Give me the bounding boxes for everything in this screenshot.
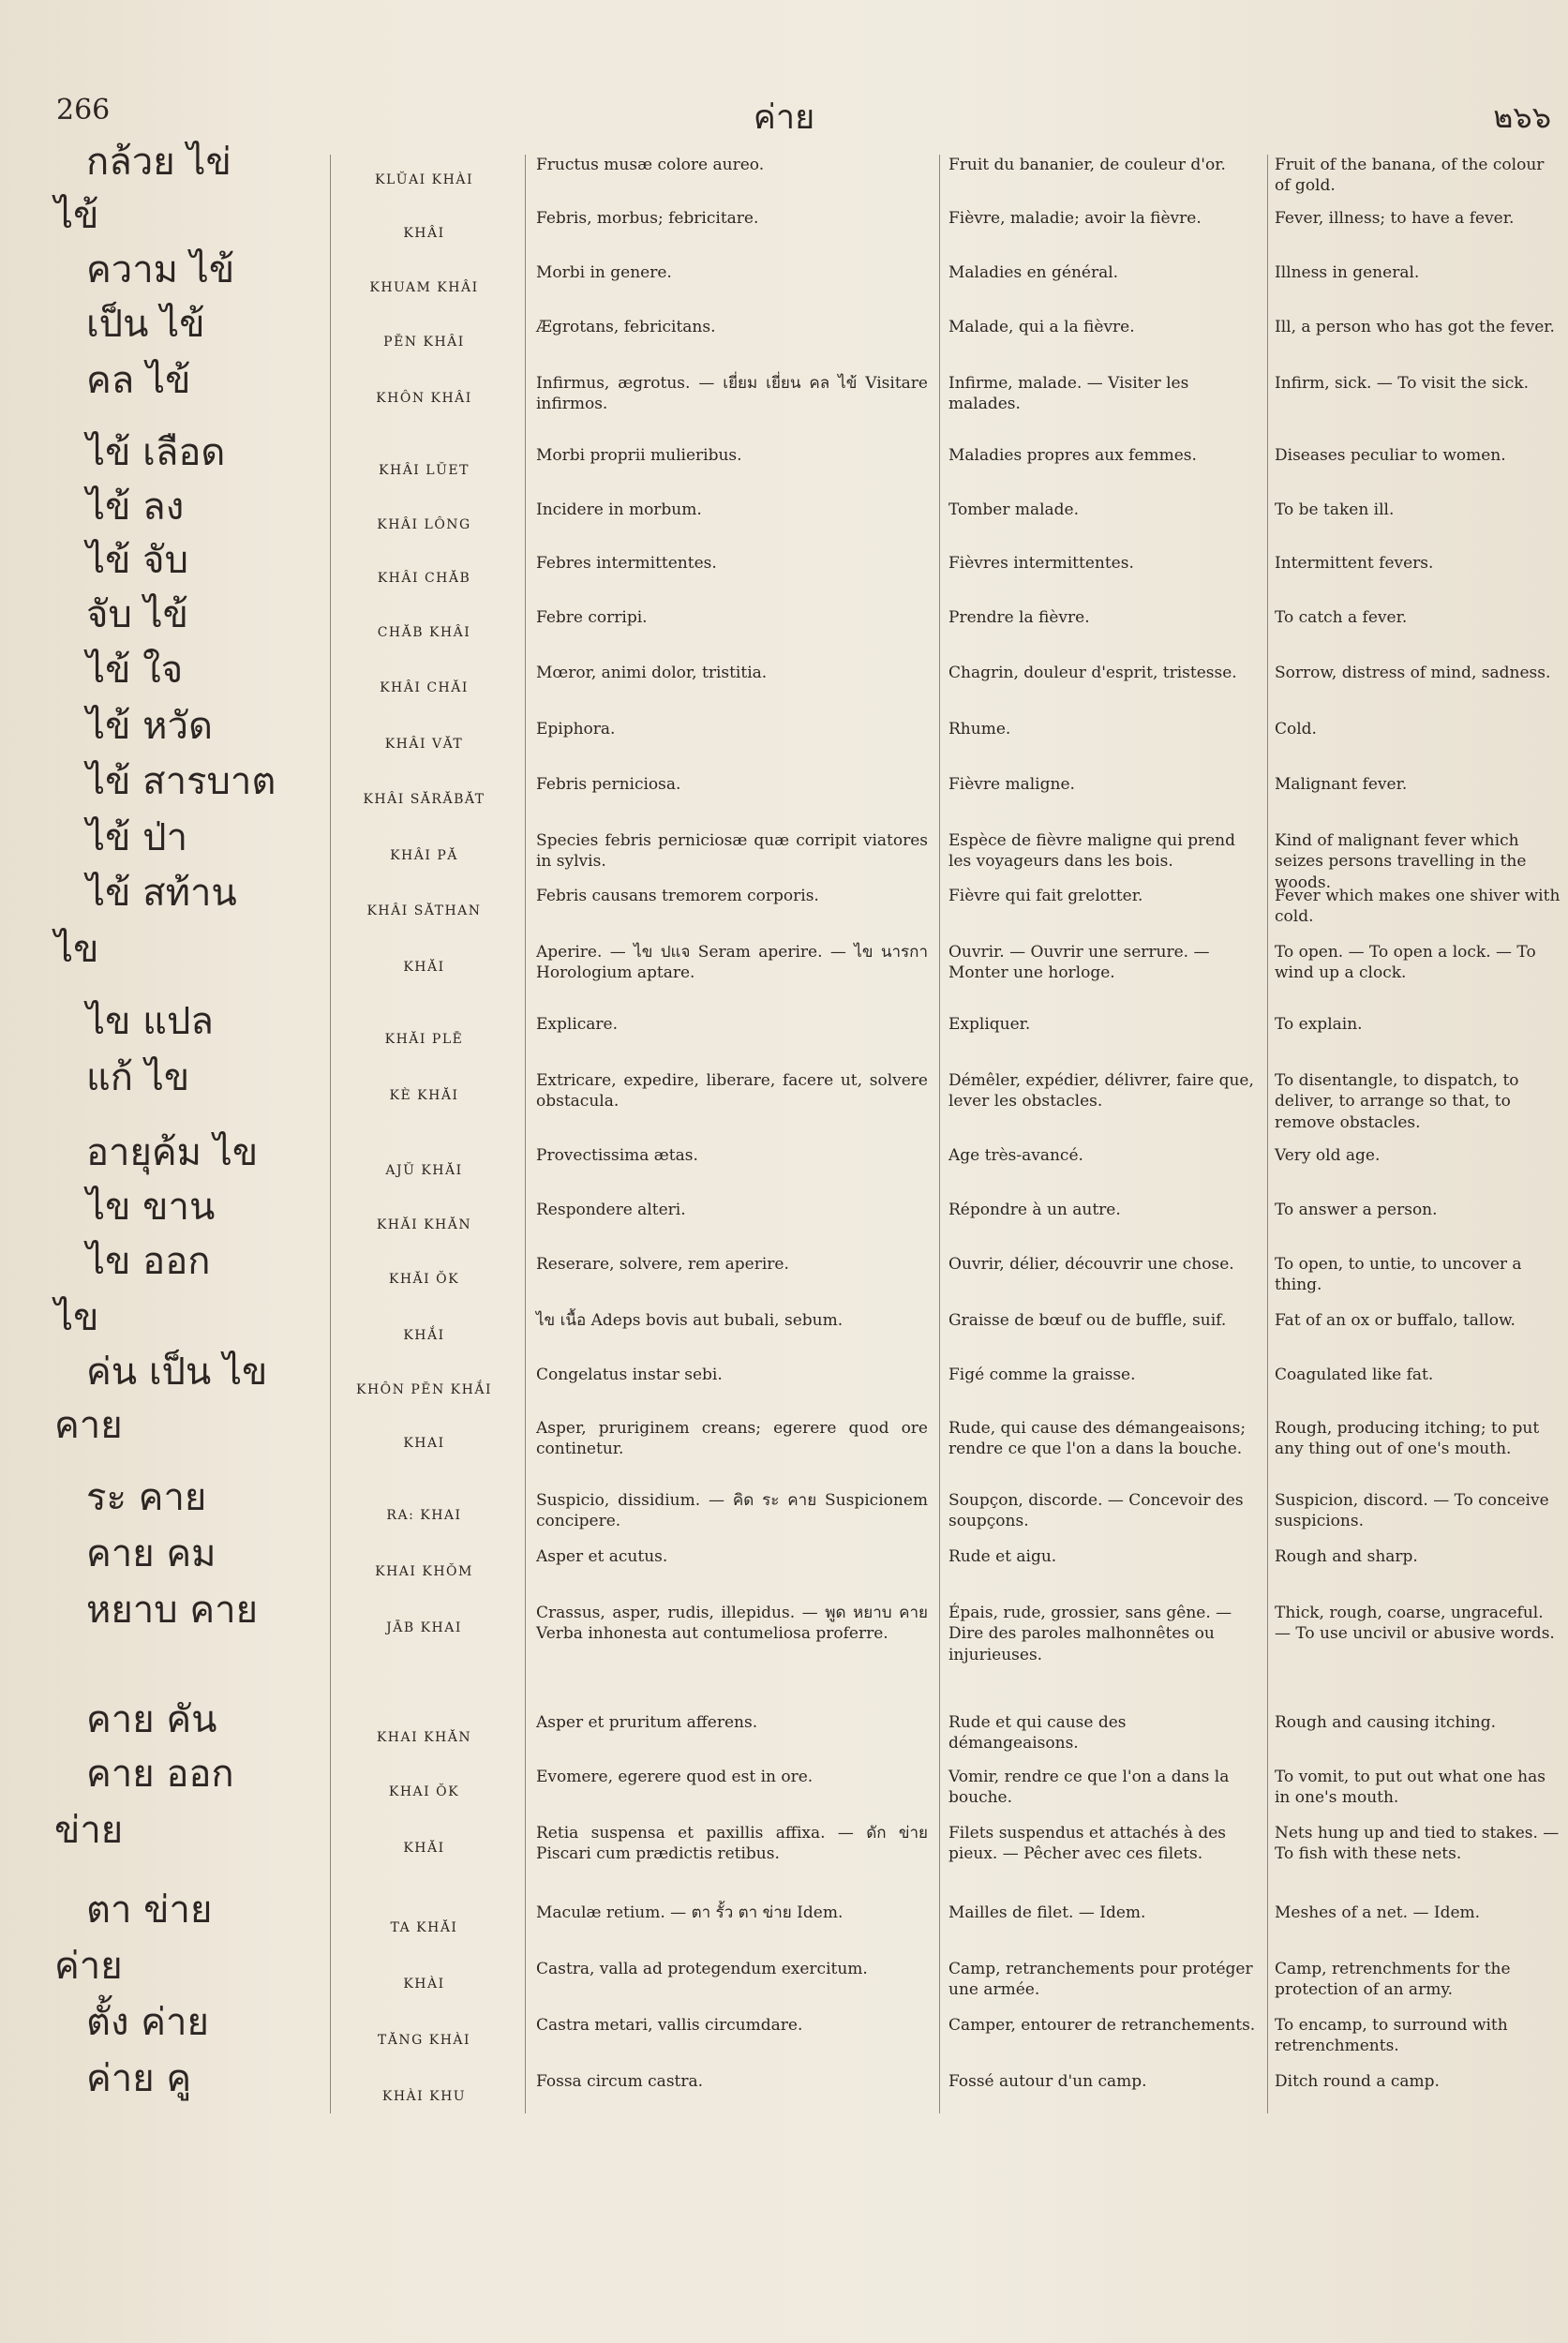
entry-thai-headword: ไข้ สท้าน [86, 872, 237, 915]
entry-romanization: KHÀI KHU [381, 2089, 467, 2104]
entry-english: To vomit, to put out what one has in one's mouth. [1275, 1768, 1546, 1808]
entry-thai-headword: อายุค้ม ไข [86, 1131, 259, 1174]
entry-thai-headword: ไข ขาน [86, 1186, 216, 1229]
entry-romanization: KHĂI KHĂN [376, 1217, 472, 1232]
entry-romanization: AJŬ KHĂI [385, 1163, 463, 1178]
entry-romanization: PĔN KHÂI [383, 335, 465, 350]
entry-english: To encamp, to surround with retrenchments. [1275, 2016, 1508, 2056]
entry-latin: Congelatus instar sebi. [536, 1366, 723, 1384]
entry-thai-headword: ไข [54, 928, 99, 971]
entry-romanization: KHÂI CHĂB [377, 571, 471, 586]
entry-english: Coagulated like fat. [1275, 1366, 1434, 1384]
entry-thai-headword: ไข้ [54, 194, 99, 237]
entry-romanization: KHAI KHŎM [375, 1564, 473, 1579]
entry-english: To disentangle, to dispatch, to deliver, to arrange so that, to remove obstacles. [1275, 1071, 1519, 1132]
entry-romanization: KHAI KHĂN [376, 1730, 472, 1745]
entry-romanization: KHAI ŎK [388, 1784, 460, 1799]
entry-french: Prendre la fièvre. [948, 608, 1090, 627]
entry-romanization: KHÔN PĔN KHẮI [356, 1382, 492, 1397]
entry-english: Meshes of a net. — Idem. [1275, 1903, 1481, 1922]
entry-latin: Febris, morbus; febricitare. [536, 209, 759, 228]
entry-romanization: TA KHĂI [390, 1920, 458, 1935]
entry-thai-headword: กล้วย ไข่ [86, 141, 231, 184]
entry-english: Suspicion, discord. — To conceive suspicions. [1275, 1491, 1549, 1531]
entry-latin: Crassus, asper, rudis, illepidus. — พูด หยาบ คาย Verba inhonesta aut contumeliosa proferre. [536, 1604, 928, 1644]
entry-latin: Explicare. [536, 1015, 619, 1034]
entry-french: Mailles de filet. — Idem. [948, 1903, 1146, 1922]
entry-french: Fruit du bananier, de couleur d'or. [948, 156, 1226, 174]
entry-romanization: KLŬAI KHÀI [375, 172, 473, 187]
entry-french: Espèce de fièvre maligne qui prend les voyageurs dans les bois. [948, 831, 1235, 872]
entry-romanization: TĂNG KHÀI [377, 2033, 471, 2048]
entry-latin: Febres intermittentes. [536, 554, 717, 573]
entry-thai-headword: คล ไข้ [86, 359, 191, 402]
entry-french: Démêler, expédier, délivrer, faire que, lever les obstacles. [948, 1071, 1254, 1112]
entry-latin: Fossa circum castra. [536, 2072, 704, 2091]
entry-thai-headword: ไข้ สารบาต [86, 760, 276, 803]
entry-romanization: KÈ KHĂI [389, 1088, 459, 1103]
entry-english: Rough and sharp. [1275, 1547, 1418, 1566]
entry-latin: Mœror, animi dolor, tristitia. [536, 664, 768, 682]
entry-latin: Epiphora. [536, 720, 616, 739]
entry-romanization: KHÂI PĂ [390, 848, 458, 863]
entry-latin: Maculæ retium. — ตา รั้ว ตา ข่าย Idem. [536, 1903, 844, 1922]
entry-english: Kind of malignant fever which seizes persons travelling in the woods. [1275, 831, 1527, 892]
entry-french: Malade, qui a la fièvre. [948, 318, 1135, 336]
entry-romanization: KHĂI PLĒ [384, 1032, 464, 1047]
entry-english: Fever, illness; to have a fever. [1275, 209, 1515, 228]
entry-french: Tomber malade. [948, 500, 1080, 519]
entry-english: Rough and causing itching. [1275, 1713, 1496, 1732]
entry-french: Fièvres intermittentes. [948, 554, 1134, 573]
entry-latin: Suspicio, dissidium. — คิด ระ คาย Suspicionem concipere. [536, 1491, 928, 1531]
entry-french: Rude, qui cause des démangeaisons; rendre ce que l'on a dans la bouche. [948, 1419, 1247, 1459]
entry-romanization: CHĂB KHÂI [377, 625, 471, 640]
entry-latin: Incidere in morbum. [536, 500, 702, 519]
entry-romanization: KHÀI [403, 1977, 445, 1992]
entry-french: Fièvre qui fait grelotter. [948, 887, 1143, 905]
entry-latin: Retia suspensa et paxillis affixa. — ดัก ข่าย Piscari cum prædictis retibus. [536, 1824, 928, 1864]
entry-english: Intermittent fevers. [1275, 554, 1434, 573]
entry-thai-headword: ตั้ง ค่าย [86, 2001, 209, 2044]
entry-latin: Morbi proprii mulieribus. [536, 446, 742, 465]
page-number: 266 [56, 94, 111, 127]
entry-english: Infirm, sick. — To visit the sick. [1275, 374, 1529, 393]
entry-french: Maladies propres aux femmes. [948, 446, 1197, 465]
entry-french: Camper, entourer de retranchements. [948, 2016, 1256, 2035]
entry-thai-headword: ไข้ เลือด [86, 431, 226, 474]
entry-romanization: KHÂI LÔNG [377, 517, 471, 532]
entry-latin: Evomere, egerere quod est in ore. [536, 1768, 814, 1786]
entry-thai-headword: ไข้ ป่า [86, 816, 188, 859]
entry-english: Camp, retrenchments for the protection of an army. [1275, 1960, 1511, 2000]
entry-romanization: KHĂI [403, 1841, 445, 1856]
entry-romanization: JĀB KHAI [386, 1620, 462, 1635]
entry-romanization: KHAI [403, 1436, 445, 1451]
entry-french: Vomir, rendre ce que l'on a dans la bouche. [948, 1768, 1230, 1808]
entry-latin: Infirmus, ægrotus. — เยี่ยม เยี่ยน คล ไข้ Visitare infirmos. [536, 374, 928, 414]
entry-french: Fièvre, maladie; avoir la fièvre. [948, 209, 1202, 228]
entry-english: To explain. [1275, 1015, 1363, 1034]
entry-latin: Respondere alteri. [536, 1201, 686, 1219]
entry-latin: Ægrotans, febricitans. [536, 318, 716, 336]
entry-latin: ไข เนื้อ Adeps bovis aut bubali, sebum. [536, 1311, 844, 1330]
entry-latin: Species febris perniciosæ quæ corripit viatores in sylvis. [536, 831, 928, 872]
entry-french: Répondre à un autre. [948, 1201, 1121, 1219]
entry-french: Expliquer. [948, 1015, 1031, 1034]
entry-romanization: KHÂI VĂT [384, 737, 464, 752]
entry-english: Ditch round a camp. [1275, 2072, 1440, 2091]
entry-romanization: KHÂI CHĂI [380, 680, 469, 695]
entry-english: Sorrow, distress of mind, sadness. [1275, 664, 1551, 682]
entry-romanization: KHÂI SĂRĂBĂT [363, 792, 485, 807]
entry-french: Fossé autour d'un camp. [948, 2072, 1147, 2091]
entry-romanization: KHÂI LŬET [379, 463, 470, 478]
entry-french: Age très-avancé. [948, 1146, 1083, 1165]
entry-thai-headword: ไข้ ลง [86, 485, 185, 529]
entry-thai-headword: ระ คาย [86, 1476, 207, 1519]
thai-page-number: ๒๖๖ [1493, 99, 1551, 135]
entry-english: Ill, a person who has got the fever. [1275, 318, 1555, 336]
entry-english: Diseases peculiar to women. [1275, 446, 1506, 465]
entry-english: Malignant fever. [1275, 775, 1408, 794]
running-title: ค่าย [753, 98, 815, 137]
entry-thai-headword: เป็น ไข้ [86, 303, 205, 346]
entry-romanization: KHẮI [403, 1328, 445, 1343]
entry-thai-headword: ค่าย คู [86, 2057, 192, 2100]
entry-english: To catch a fever. [1275, 608, 1408, 627]
entry-thai-headword: ไข ออก [86, 1240, 211, 1283]
entry-french: Fièvre maligne. [948, 775, 1075, 794]
entry-thai-headword: คาย [54, 1404, 123, 1447]
entry-french: Figé comme la graisse. [948, 1366, 1136, 1384]
entry-thai-headword: ความ ไข้ [86, 248, 235, 291]
entry-french: Rude et qui cause des démangeaisons. [948, 1713, 1127, 1754]
entry-latin: Febris causans tremorem corporis. [536, 887, 819, 905]
entry-french: Maladies en général. [948, 263, 1119, 282]
entry-english: To open. — To open a lock. — To wind up a clock. [1275, 943, 1536, 983]
entry-english: Fruit of the banana, of the colour of gold. [1275, 156, 1545, 196]
entry-french: Infirme, malade. — Visiter les malades. [948, 374, 1189, 414]
entry-english: To answer a person. [1275, 1201, 1438, 1219]
entry-french: Chagrin, douleur d'esprit, tristesse. [948, 664, 1237, 682]
entry-latin: Castra metari, vallis circumdare. [536, 2016, 803, 2035]
entry-english: Rough, producing itching; to put any thing out of one's mouth. [1275, 1419, 1540, 1459]
entry-french: Épais, rude, grossier, sans gêne. — Dire des paroles malhonnêtes ou injurieuses. [948, 1604, 1232, 1664]
entry-french: Rude et aigu. [948, 1547, 1057, 1566]
entry-thai-headword: คาย คม [86, 1532, 217, 1575]
entry-latin: Asper, pruriginem creans; egerere quod ore continetur. [536, 1419, 928, 1459]
entry-english: To be taken ill. [1275, 500, 1395, 519]
entry-romanization: KHÂI SĂTHAN [366, 903, 482, 918]
entry-english: Cold. [1275, 720, 1317, 739]
entry-thai-headword: ค่าย [54, 1945, 123, 1988]
entry-thai-headword: ข่าย [54, 1809, 124, 1852]
entry-thai-headword: หยาบ คาย [86, 1589, 259, 1632]
entry-latin: Morbi in genere. [536, 263, 672, 282]
entry-thai-headword: ไข้ จับ [86, 539, 189, 582]
entry-thai-headword: ค่น เป็น ไข [86, 1351, 268, 1394]
entry-french: Filets suspendus et attachés à des pieux. — Pêcher avec ces filets. [948, 1824, 1227, 1864]
entry-romanization: KHĂI ŎK [388, 1272, 460, 1287]
entry-latin: Reserare, solvere, rem aperire. [536, 1255, 789, 1274]
entry-thai-headword: คาย คัน [86, 1698, 217, 1741]
entry-thai-headword: ตา ข่าย [86, 1888, 213, 1932]
entry-english: Fat of an ox or buffalo, tallow. [1275, 1311, 1516, 1330]
entry-english: Very old age. [1275, 1146, 1381, 1165]
entry-thai-headword: แก้ ไข [86, 1056, 190, 1099]
entry-thai-headword: คาย ออก [86, 1753, 234, 1796]
entry-romanization: KHĂI [403, 960, 445, 975]
entry-latin: Extricare, expedire, liberare, facere ut, solvere obstacula. [536, 1071, 928, 1112]
entry-latin: Febre corripi. [536, 608, 648, 627]
entry-latin: Provectissima ætas. [536, 1146, 698, 1165]
entry-thai-headword: ไข แปล [86, 1000, 214, 1043]
entry-thai-headword: จับ ไข้ [86, 593, 189, 636]
entry-english: To open, to untie, to uncover a thing. [1275, 1255, 1522, 1295]
entry-english: Fever which makes one shiver with cold. [1275, 887, 1561, 927]
entry-latin: Fructus musæ colore aureo. [536, 156, 765, 174]
entry-latin: Aperire. — ไข ปแจ Seram aperire. — ไข นารกา Horologium aptare. [536, 943, 928, 983]
entry-thai-headword: ไข้ ใจ [86, 649, 184, 692]
entry-thai-headword: ไข [54, 1296, 99, 1339]
entry-romanization: KHÂI [403, 226, 445, 241]
entry-french: Ouvrir, délier, découvrir une chose. [948, 1255, 1234, 1274]
entry-latin: Castra, valla ad protegendum exercitum. [536, 1960, 868, 1978]
entry-romanization: RA: KHAI [386, 1508, 462, 1523]
entry-romanization: KHUAM KHÂI [369, 280, 479, 295]
entry-thai-headword: ไข้ หวัด [86, 705, 213, 748]
entry-french: Camp, retranchements pour protéger une armée. [948, 1960, 1253, 2000]
entry-latin: Asper et pruritum afferens. [536, 1713, 758, 1732]
entry-french: Rhume. [948, 720, 1011, 739]
entry-french: Ouvrir. — Ouvrir une serrure. — Monter une horloge. [948, 943, 1210, 983]
entry-english: Thick, rough, coarse, ungraceful. — To use uncivil or abusive words. [1275, 1604, 1555, 1644]
entry-latin: Febris perniciosa. [536, 775, 681, 794]
entry-french: Soupçon, discorde. — Concevoir des soupçons. [948, 1491, 1244, 1531]
entry-english: Nets hung up and tied to stakes. — To fish with these nets. [1275, 1824, 1560, 1864]
entry-latin: Asper et acutus. [536, 1547, 668, 1566]
entry-english: Illness in general. [1275, 263, 1420, 282]
entry-romanization: KHÔN KHÂI [376, 391, 472, 406]
entry-french: Graisse de bœuf ou de buffle, suif. [948, 1311, 1227, 1330]
